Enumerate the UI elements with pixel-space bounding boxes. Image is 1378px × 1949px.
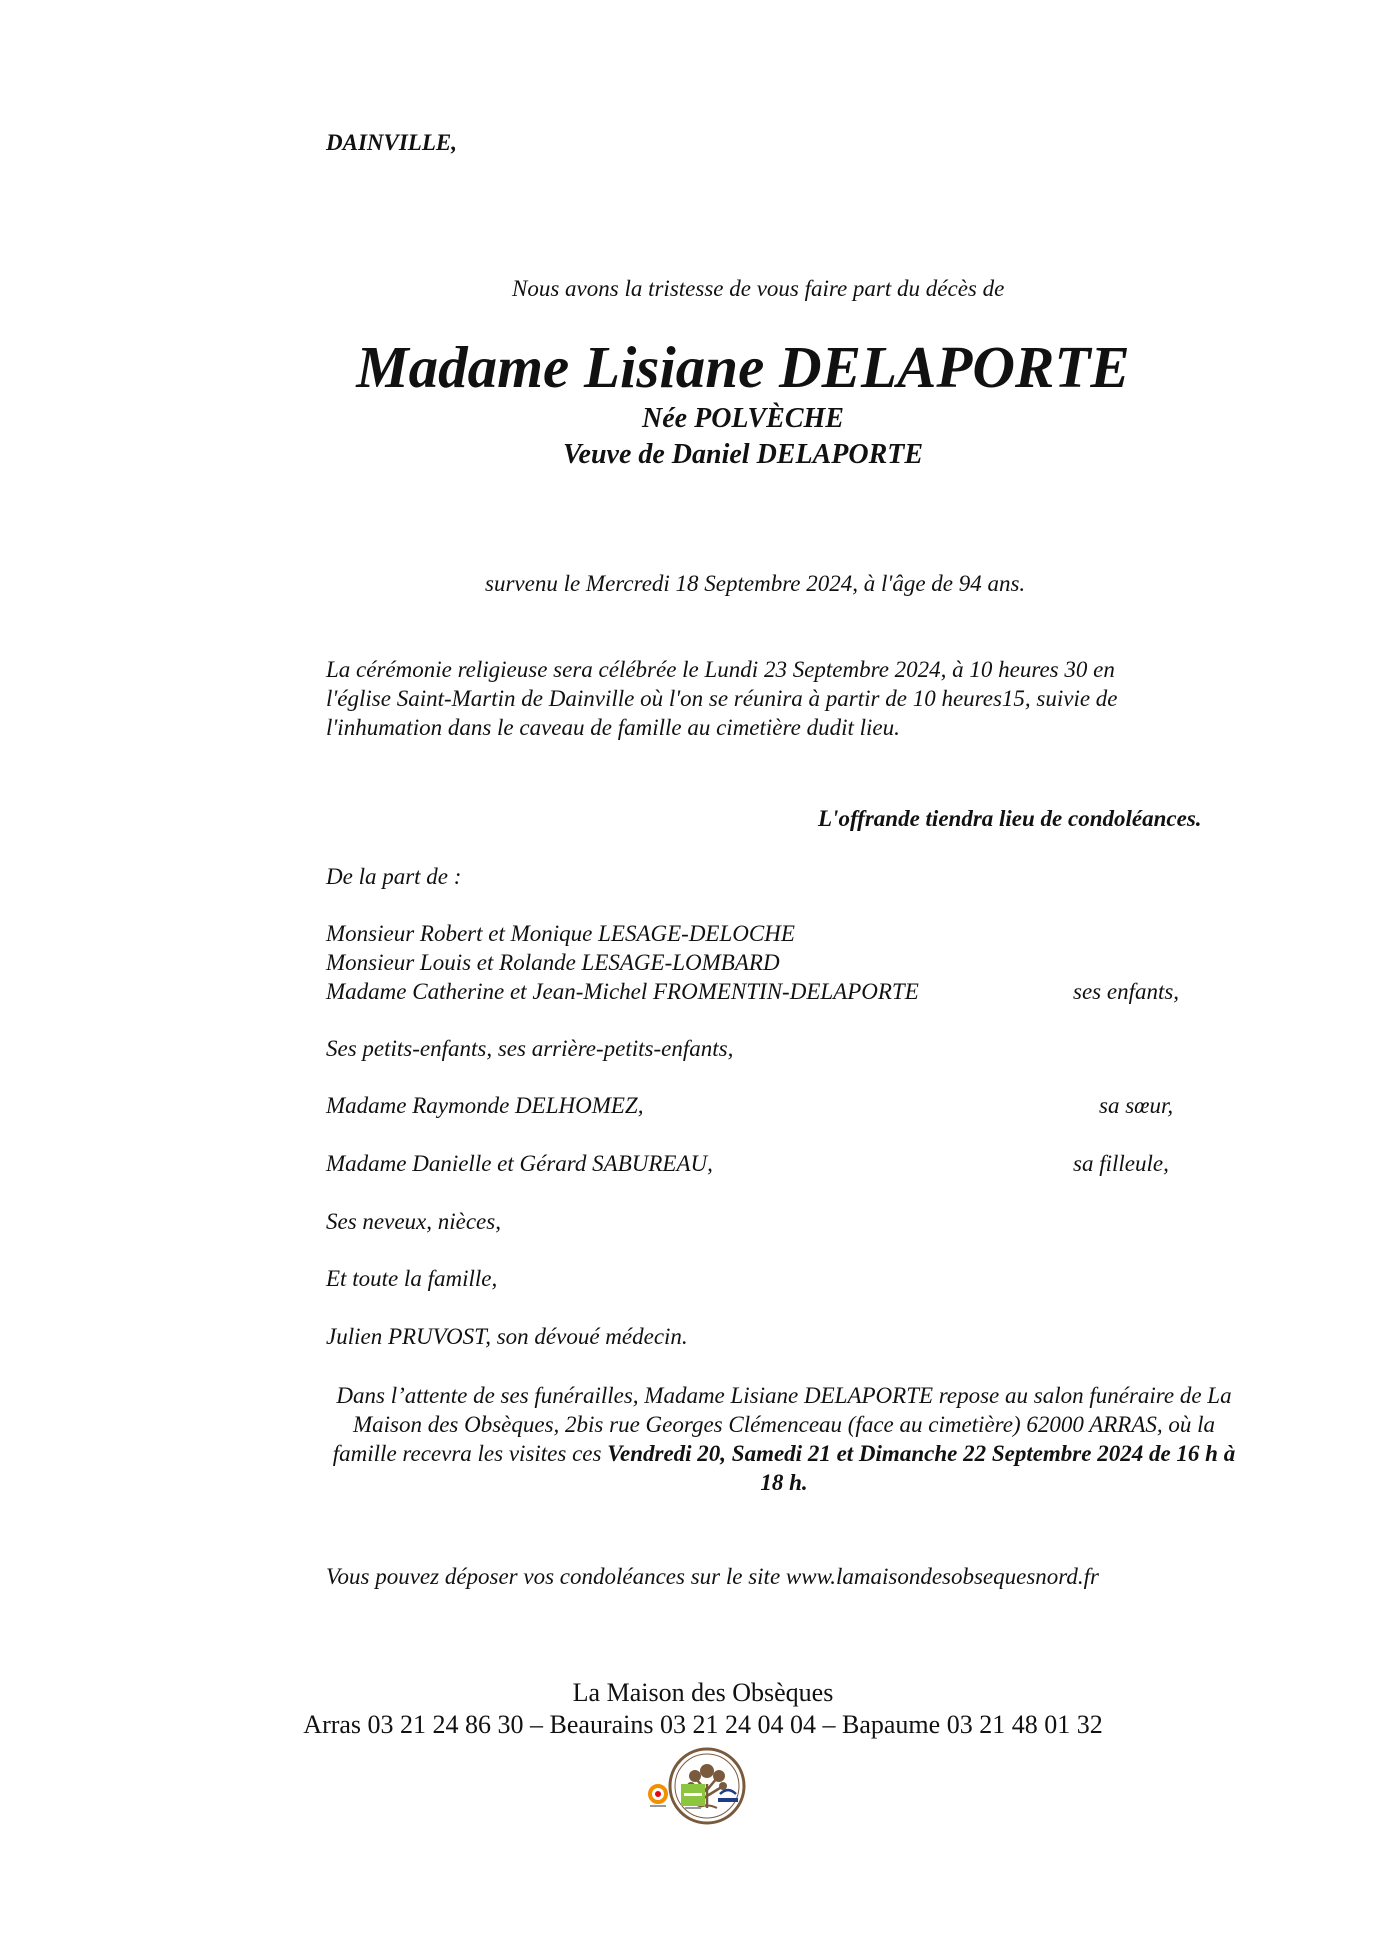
nephews-nieces: Ses neveux, nièces, <box>326 1209 501 1234</box>
company-phones: Arras 03 21 24 86 30 – Beaurains 03 21 24 04 04 – Bapaume 03 21 48 01 32 <box>303 1710 1103 1739</box>
doctor: Julien PRUVOST, son dévoué médecin. <box>326 1324 688 1349</box>
all-family: Et toute la famille, <box>326 1266 498 1291</box>
grandchildren: Ses petits-enfants, ses arrière-petits-enfants, <box>326 1036 734 1061</box>
ceremony-text <box>326 655 1118 742</box>
deceased-name: Madame Lisiane DELAPORTE <box>356 334 1130 400</box>
vigil-text: Dans l’attente de ses funérailles, Madame Lisiane DELAPORTE repose au salon funéraire de La Maison des Obsèques, 2bis rue Georges Clémenceau (face au cimetière) 62000 ARRAS, où la famille recevra les visites ces <box>332 1383 1232 1466</box>
intro-text: Nous avons la tristesse de vous faire part du décès de <box>512 276 1005 301</box>
ingeni-logo-icon <box>681 1784 705 1810</box>
family-child: Madame Catherine et Jean-Michel FROMENTIN-DELAPORTE <box>326 979 919 1004</box>
goddaughter-relation: sa filleule, <box>1073 1151 1169 1176</box>
widow-of: Veuve de Daniel DELAPORTE <box>562 439 924 470</box>
family-child: Monsieur Louis et Rolande LESAGE-LOMBARD <box>326 950 780 975</box>
ceremony-line: La cérémonie religieuse sera célébrée le Lundi 23 Septembre 2024, à 10 heures 30 en <box>326 657 1115 682</box>
goddaughter-name: Madame Danielle et Gérard SABUREAU, <box>326 1151 713 1176</box>
children-relation: ses enfants, <box>1073 979 1180 1004</box>
vigil-paragraph <box>326 1381 1242 1497</box>
ceremony-line: l'église Saint-Martin de Dainville où l'on se réunira à partir de 10 heures15, suivie de <box>326 686 1118 711</box>
family-intro: De la part de : <box>326 864 462 889</box>
ceremony-line: l'inhumation dans le caveau de famille au cimetière dudit lieu. <box>326 715 900 740</box>
offering-note: L'offrande tiendra lieu de condoléances. <box>818 806 1202 831</box>
sister-name: Madame Raymonde DELHOMEZ, <box>326 1093 644 1118</box>
family-child: Monsieur Robert et Monique LESAGE-DELOCHE <box>326 921 795 946</box>
vigil-visit-times: Vendredi 20, Samedi 21 et Dimanche 22 Septembre 2024 de 16 h à 18 h. <box>607 1441 1236 1495</box>
company-name: La Maison des Obsèques <box>572 1678 834 1707</box>
mutac-logo-icon <box>716 1784 740 1810</box>
harmonie-mutuelle-logo-icon <box>646 1784 670 1810</box>
sister-relation: sa sœur, <box>1099 1093 1174 1118</box>
city-heading: DAINVILLE, <box>326 130 457 155</box>
maiden-name: Née POLVÈCHE <box>642 403 844 434</box>
condolences-note: Vous pouvez déposer vos condoléances sur le site www.lamaisondesobsequesnord.fr <box>326 1564 1099 1589</box>
death-date: survenu le Mercredi 18 Septembre 2024, à l'âge de 94 ans. <box>485 571 1026 596</box>
